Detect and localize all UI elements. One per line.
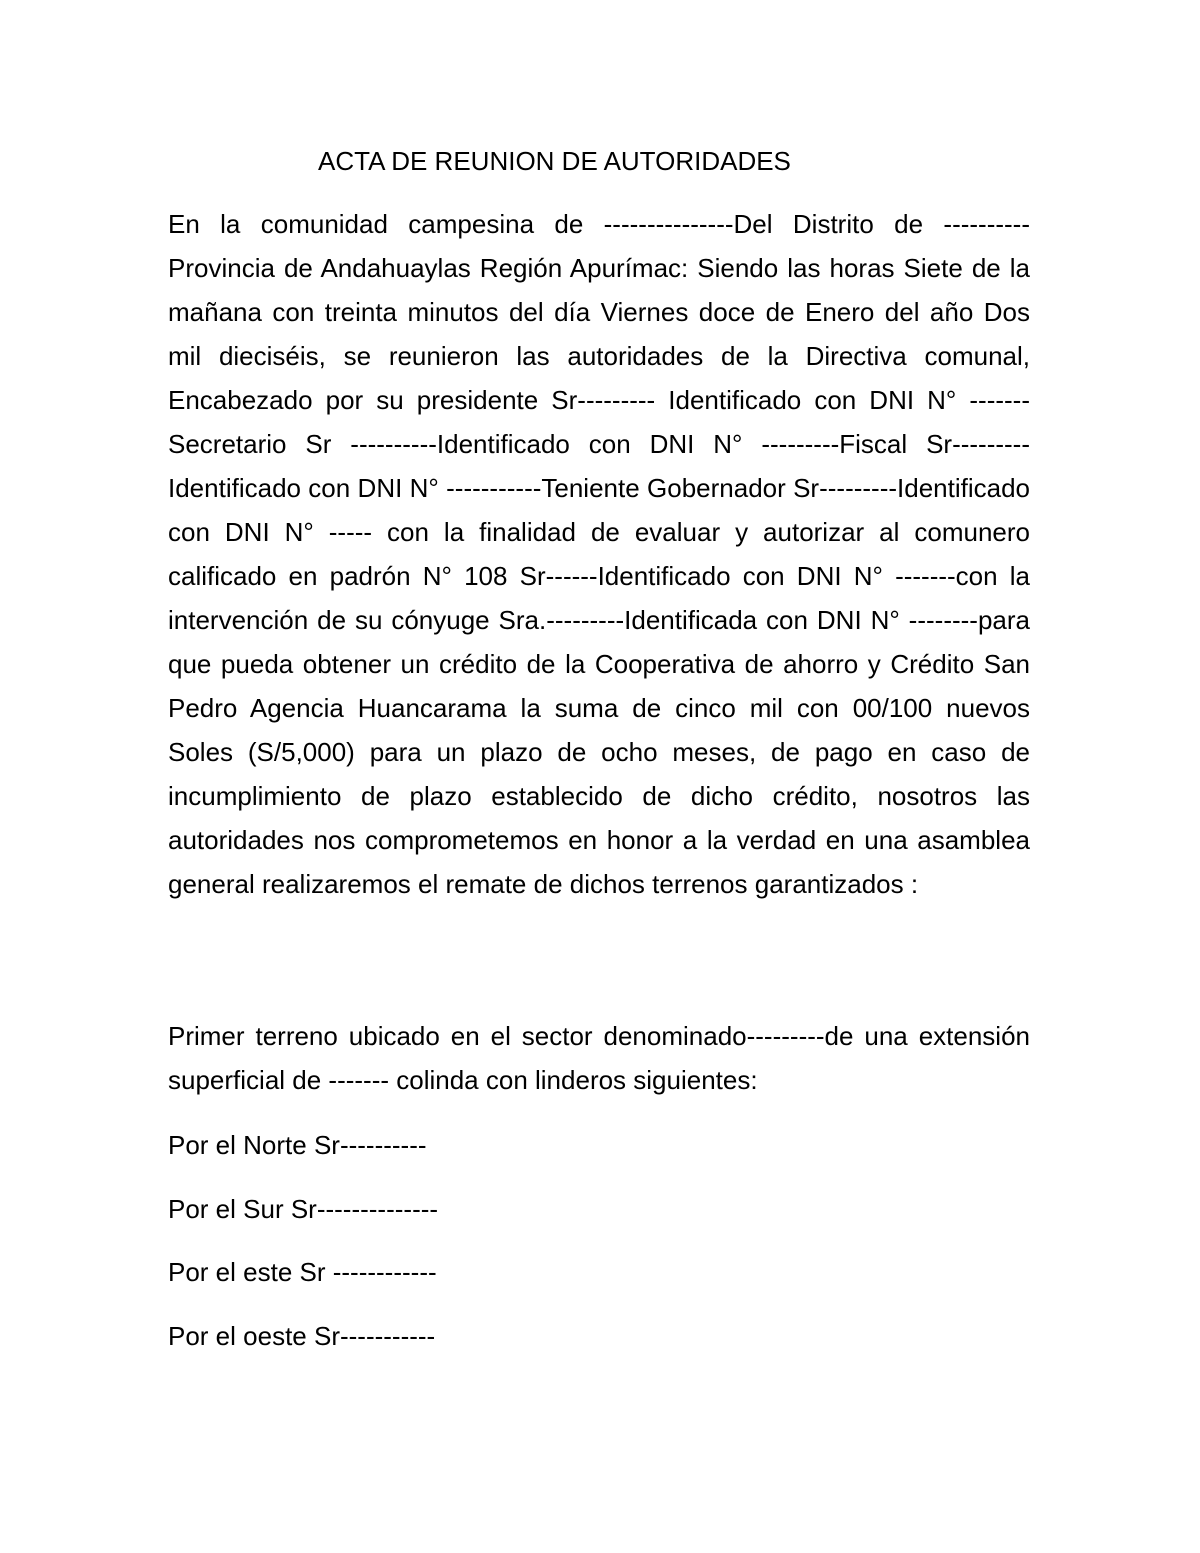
document-title: ACTA DE REUNION DE AUTORIDADES [318, 146, 791, 176]
paragraph-first-land: Primer terreno ubicado en el sector denominado---------de una extensión superficial de ------- colinda con linderos siguientes: [168, 1021, 1030, 1095]
boundary-east: Por el este Sr ------------ [168, 1257, 437, 1287]
boundary-west: Por el oeste Sr----------- [168, 1321, 436, 1351]
boundary-south: Por el Sur Sr-------------- [168, 1194, 439, 1224]
boundary-north: Por el Norte Sr---------- [168, 1130, 427, 1160]
paragraph-meeting-details: En la comunidad campesina de ---------------Del Distrito de ----------Provincia de Andahuaylas Región Apurímac: Siendo las horas Siete de la mañana con treinta minutos del día Viernes doce de Enero del año Dos mil dieciséis, se reunieron las autoridades de la Directiva comunal, Encabezado por su presidente Sr--------- Identificado con DNI N° -------Secretario Sr ----------Identificado con DNI N° ---------Fiscal Sr---------Identificado con DNI N° -----------Teniente Gobernador Sr---------Identificado con DNI N° ----- con la finalidad de evaluar y autorizar al comunero calificado en padrón N° 108 Sr------Identificado con DNI N° -------con la intervención de su cónyuge Sra.---------Identificada con DNI N° --------para que pueda obtener un crédito de la Cooperativa de ahorro y Crédito San Pedro Agencia Huancarama la suma de cinco mil con 00/100 nuevos Soles (S/5,000) para un plazo de ocho meses, de pago en caso de incumplimiento de plazo establecido de dicho crédito, nosotros las autoridades nos comprometemos en honor a la verdad en una asamblea general realizaremos el remate de dichos terrenos garantizados : [168, 209, 1030, 899]
